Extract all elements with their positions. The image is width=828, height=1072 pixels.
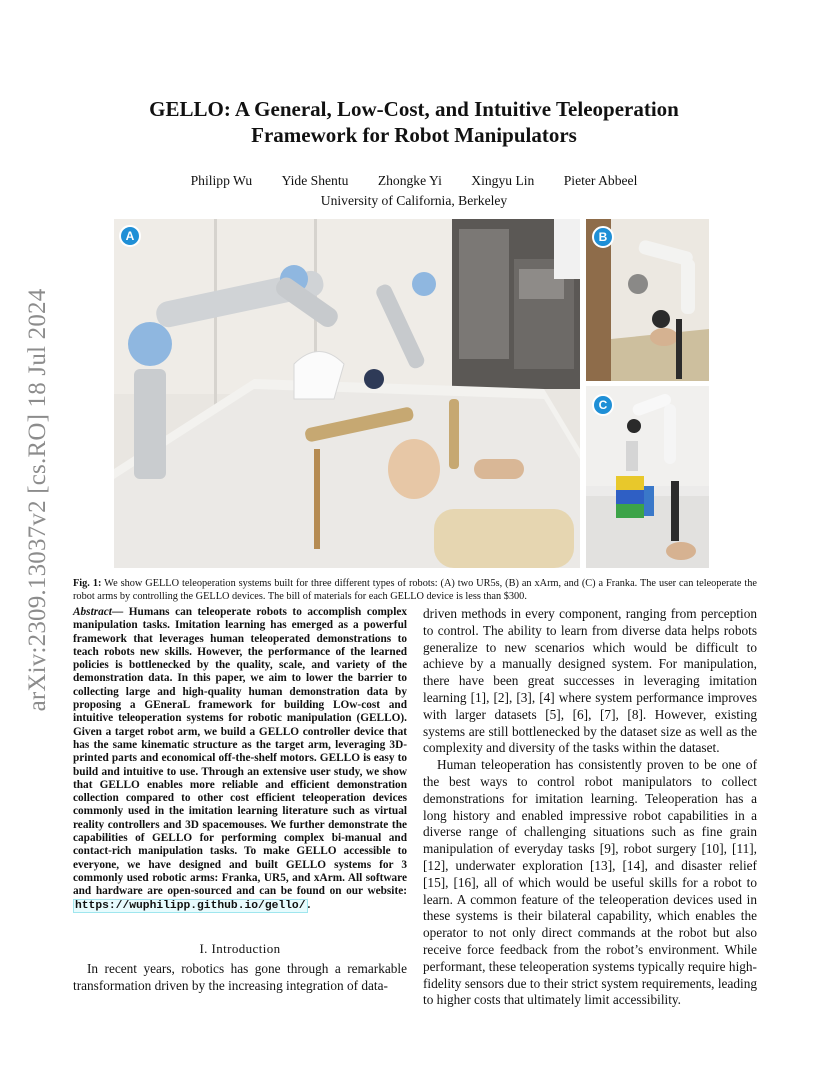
- abstract-tail: .: [307, 898, 311, 911]
- panel-label-b: B: [592, 226, 614, 248]
- arxiv-identifier-stamp: [0, 288, 76, 712]
- affiliation: University of California, Berkeley: [320, 193, 508, 208]
- right-paragraph-1: driven methods in every component, ranging from perception to control. The ability to learn from diverse data helps robots generalize to new scenarios which would be difficult to achieve by a manually designed system. For manipulation, there have been great successes in leveraging imitation learning [1], [2], [3], [4] where system performance improves with larger datasets [5], [6], [7], [8]. However, existing systems are still bottlenecked by the dataset size as well as the complexity and diversity of the tasks within the dataset.: [423, 606, 757, 756]
- project-website-link[interactable]: https://wuphilipp.github.io/gello/: [75, 899, 306, 912]
- abstract-heading: Abstract: [73, 606, 112, 618]
- author-name: Xingyu Lin: [471, 173, 535, 188]
- arxiv-id-text: arXiv:2309.13037v2 [cs.RO] 18 Jul 2024: [24, 288, 51, 712]
- caption-text: We show GELLO teleoperation systems built for three different types of robots: (A) two UR5s, (B) an xArm, and (C) a Franka. The user can teleoperate the robot arms by controlling the GELLO devices. The bill of materials for each GELLO device is less than $300.: [73, 578, 757, 602]
- author-list: [80, 172, 748, 189]
- title-line-1: GELLO: A General, Low-Cost, and Intuitive Teleoperation: [149, 97, 679, 121]
- author-name: Yide Shentu: [281, 173, 349, 188]
- section-heading-introduction: I. Introduction: [199, 941, 281, 956]
- panel-label-c: C: [592, 394, 614, 416]
- right-column: [423, 606, 757, 1009]
- right-paragraph-2: Human teleoperation has consistently proven to be one of the best ways to control robot manipulators to collect demonstrations for imitation learning. Teleoperation has a long history and enabled impressive robot capabilities in a diverse range of challenging situations such as fine grain manipulation of everyday tasks [9], robot surgery [10], [11], [12], underwater exploration [13], [14], and disaster relief [15], [16], all of which would be useful skills for a robot to learn. A common feature of the teleoperation devices used in these systems is their bilateral capability, which enables the operator to not only direct commands at the robot but also receive force feedback from the robot’s environment. While performant, these teleoperation systems typically require high-fidelity sensors due to their strict system requirements, leading to higher costs that ultimately limit accessibility.: [423, 757, 757, 1008]
- caption-label: Fig. 1:: [73, 578, 102, 589]
- intro-text: In recent years, robotics has gone through a remarkable transformation driven by the increasing integration of data-: [73, 961, 407, 993]
- figure-caption: [73, 577, 757, 603]
- author-name: Pieter Abbeel: [563, 173, 638, 188]
- author-name: Philipp Wu: [190, 173, 253, 188]
- abstract-dash: —: [111, 606, 129, 618]
- intro-paragraph-left: [73, 961, 407, 995]
- figure-panel-a-photo: [114, 219, 580, 568]
- abstract-body: Humans can teleoperate robots to accomplish complex manipulation tasks. Imitation learning has emerged as a powerful framework that leverages human teleoperated demonstrations to teach robots new skills. However, the performance of the learned policies is bottlenecked by the quality, scale, and variety of the demonstration data. In this paper, we aim to lower the barrier to collecting large and high-quality human demonstration data by proposing a GEneraL framework for building LOw-cost and intuitive teleoperation systems for robotic manipulation (GELLO). Given a target robot arm, we build a GELLO controller device that has the same kinematic structure as the target arm, leveraging 3D-printed parts and economical off-the-shelf motors. GELLO is easy to build and intuitive to use. Through an extensive user study, we show that GELLO enables more reliable and efficient demonstration collection compared to other cost efficient teleoperation devices commonly used in the imitation learning literature such as virtual reality controllers and 3D spacemouses. We further demonstrate the capabilities of GELLO for performing complex bi-manual and contact-rich manipulation tasks. To make GELLO accessible to everyone, we have designed and built GELLO systems for 3 commonly used robotic arms: Franka, UR5, and xArm. All software and hardware are open-sourced and can be found on our website:: [73, 606, 408, 898]
- paper-title: [80, 96, 748, 148]
- abstract: [73, 606, 407, 913]
- title-line-2: Framework for Robot Manipulators: [251, 123, 577, 147]
- author-name: Zhongke Yi: [377, 173, 442, 188]
- panel-label-a: A: [119, 225, 141, 247]
